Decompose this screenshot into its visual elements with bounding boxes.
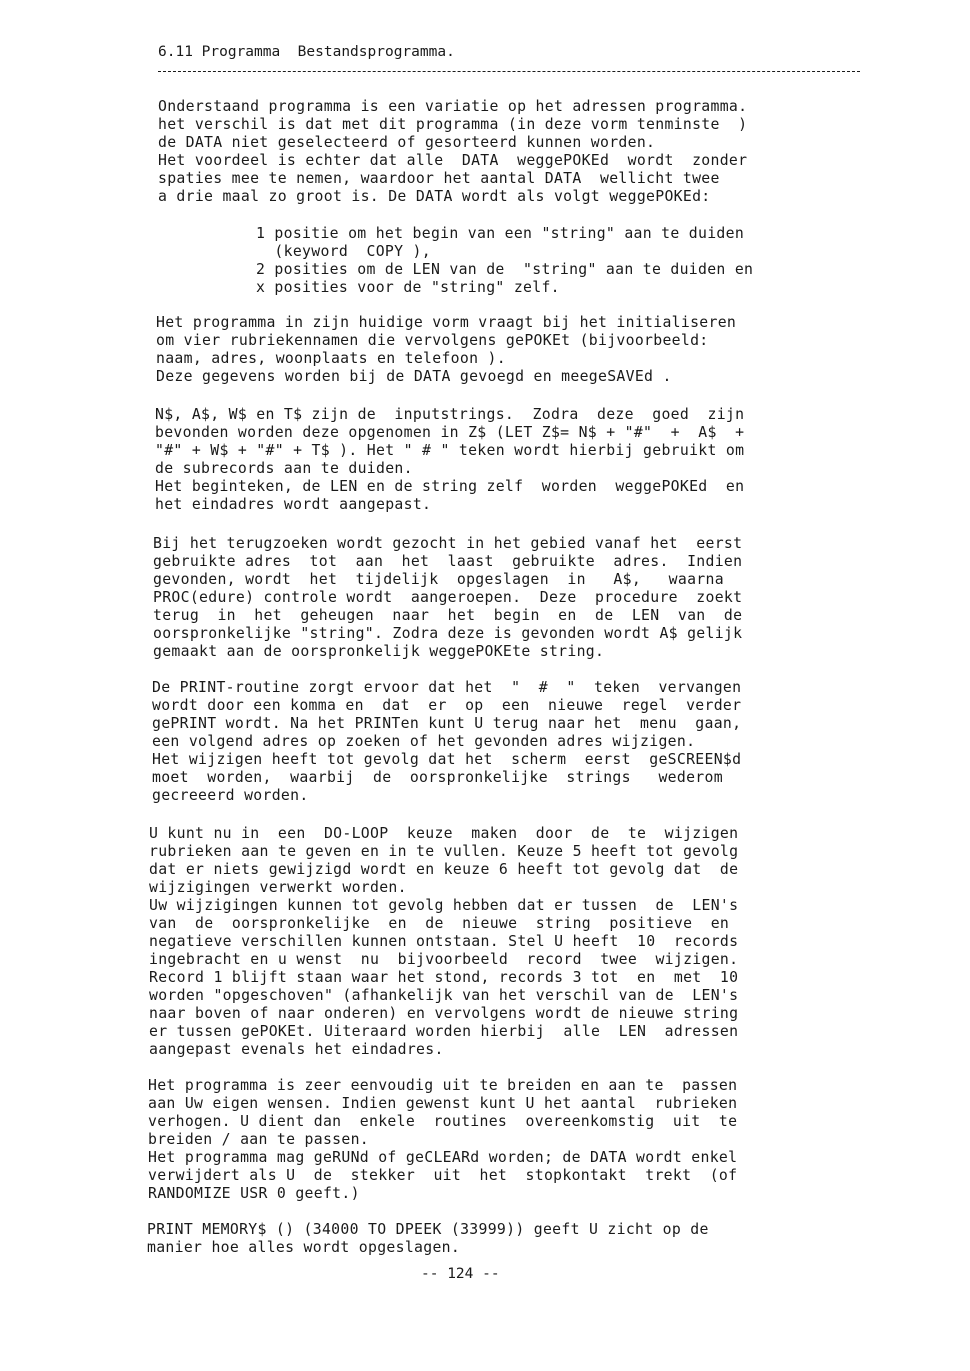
- text-line: rubrieken aan te geven en in te vullen. Keuze 5 heeft tot gevolg: [149, 843, 739, 860]
- list-item: (keyword COPY ),: [256, 243, 431, 260]
- text-line: van de oorspronkelijke en de nieuwe string positieve en: [149, 915, 730, 932]
- text-line: U kunt nu in een DO-LOOP keuze maken door de te wijzigen: [149, 825, 739, 842]
- text-line: verhogen. U dient dan enkele routines overeenkomstig uit te: [148, 1113, 738, 1130]
- text-line: "#" + W$ + "#" + T$ ). Het " # " teken wordt hierbij gebruikt om: [155, 442, 745, 459]
- text-line: N$, A$, W$ en T$ zijn de inputstrings. Zodra deze goed zijn: [155, 406, 745, 423]
- text-line: oorspronkelijke "string". Zodra deze is gevonden wordt A$ gelijk: [153, 625, 743, 642]
- text-line: gePRINT wordt. Na het PRINTen kunt U terug naar het menu gaan,: [152, 715, 742, 732]
- text-line: Bij het terugzoeken wordt gezocht in het gebied vanaf het eerst: [153, 535, 743, 552]
- page-number: -- 124 --: [421, 1266, 500, 1282]
- text-line: spaties mee te nemen, waardoor het aantal DATA wellicht twee: [158, 170, 720, 187]
- text-line: Het beginteken, de LEN en de string zelf worden weggePOKEd en: [155, 478, 745, 495]
- text-line: de subrecords aan te duiden.: [155, 460, 413, 477]
- text-line: Uw wijzigingen kunnen tot gevolg hebben dat er tussen de LEN's: [149, 897, 739, 914]
- section-heading: 6.11 Programma Bestandsprogramma.: [158, 44, 455, 60]
- text-line: er tussen gePOKEt. Uiteraard worden hierbij alle LEN adressen: [149, 1023, 739, 1040]
- list-item: 1 positie om het begin van een "string" aan te duiden: [256, 225, 745, 242]
- text-line: naar boven of naar onderen) en vervolgens wordt de nieuwe string: [149, 1005, 739, 1022]
- text-line: wordt door een komma en dat er op een nieuwe regel verder: [152, 697, 742, 714]
- text-line: gemaakt aan de oorspronkelijk weggePOKEte string.: [153, 643, 605, 660]
- text-line: bevonden worden deze opgenomen in Z$ (LET Z$= N$ + "#" + A$ +: [155, 424, 745, 441]
- text-line: worden "opgeschoven" (afhankelijk van het verschil van de LEN's: [149, 987, 739, 1004]
- list-item: 2 posities om de LEN van de "string" aan te duiden en: [256, 261, 754, 278]
- text-line: aan Uw eigen wensen. Indien gewenst kunt U het aantal rubrieken: [148, 1095, 738, 1112]
- text-line: Het voordeel is echter dat alle DATA weggePOKEd wordt zonder: [158, 152, 748, 169]
- text-line: Het programma mag geRUNd of geCLEARd worden; de DATA wordt enkel: [148, 1149, 738, 1166]
- text-line: PROC(edure) controle wordt aangeroepen. Deze procedure zoekt: [153, 589, 743, 606]
- text-line: het verschil is dat met dit programma (in deze vorm tenminste ): [158, 116, 748, 133]
- text-line: een volgend adres op zoeken of het gevonden adres wijzigen.: [152, 733, 696, 750]
- text-line: om vier rubriekennamen die vervolgens gePOKEt (bijvoorbeeld:: [156, 332, 709, 349]
- list-item: x posities voor de "string" zelf.: [256, 279, 560, 296]
- text-line: RANDOMIZE USR 0 geeft.): [148, 1185, 360, 1202]
- text-line: Deze gegevens worden bij de DATA gevoegd en meegeSAVEd .: [156, 368, 672, 385]
- text-line: terug in het geheugen naar het begin en de LEN van de: [153, 607, 743, 624]
- heading-underline-rule: [158, 71, 860, 72]
- text-line: breiden / aan te passen.: [148, 1131, 370, 1148]
- text-line: Record 1 blijft staan waar het stond, records 3 tot en met 10: [149, 969, 739, 986]
- text-line: Het programma is zeer eenvoudig uit te breiden en aan te passen: [148, 1077, 738, 1094]
- text-line: a drie maal zo groot is. De DATA wordt als volgt weggePOKEd:: [158, 188, 711, 205]
- text-line: De PRINT-routine zorgt ervoor dat het " # " teken vervangen: [152, 679, 742, 696]
- text-line: manier hoe alles wordt opgeslagen.: [147, 1239, 461, 1256]
- text-line: verwijdert als U de stekker uit het stopkontakt trekt (of: [148, 1167, 738, 1184]
- text-line: wijzigingen verwerkt worden.: [149, 879, 407, 896]
- text-line: naam, adres, woonplaats en telefoon ).: [156, 350, 506, 367]
- text-line: ingebracht en u wenst nu bijvoorbeeld record twee wijzigen.: [149, 951, 739, 968]
- text-line: moet worden, waarbij de oorspronkelijke strings wederom: [152, 769, 723, 786]
- text-line: de DATA niet geselecteerd of gesorteerd kunnen worden.: [158, 134, 656, 151]
- text-line: Het wijzigen heeft tot gevolg dat het scherm eerst geSCREEN$d: [152, 751, 742, 768]
- text-line: PRINT MEMORY$ () (34000 TO DPEEK (33999)) geeft U zicht op de: [147, 1221, 709, 1238]
- text-line: Het programma in zijn huidige vorm vraagt bij het initialiseren: [156, 314, 737, 331]
- text-line: negatieve verschillen kunnen ontstaan. Stel U heeft 10 records: [149, 933, 739, 950]
- text-line: aangepast evenals het eindadres.: [149, 1041, 444, 1058]
- text-line: het eindadres wordt aangepast.: [155, 496, 432, 513]
- text-line: gevonden, wordt het tijdelijk opgeslagen in A$, waarna: [153, 571, 724, 588]
- text-line: gebruikte adres tot aan het laast gebruikte adres. Indien: [153, 553, 743, 570]
- text-line: dat er niets gewijzigd wordt en keuze 6 heeft tot gevolg dat de: [149, 861, 739, 878]
- text-line: gecreeerd worden.: [152, 787, 309, 804]
- text-line: Onderstaand programma is een variatie op het adressen programma.: [158, 98, 748, 115]
